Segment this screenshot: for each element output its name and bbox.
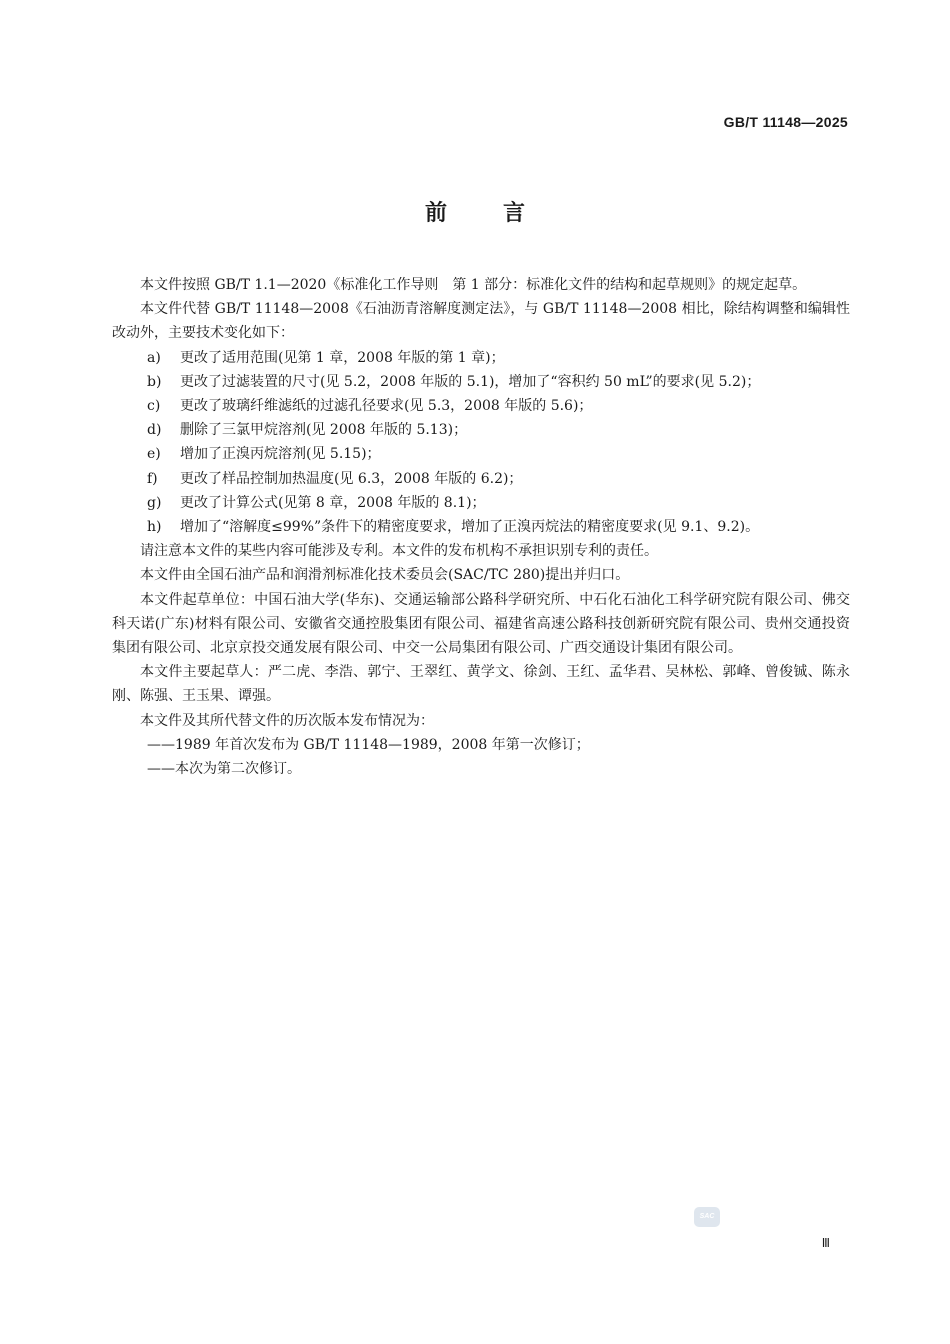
- paragraph-history-intro: 本文件及其所代替文件的历次版本发布情况为：: [140, 712, 434, 729]
- paragraph-drafters: 本文件主要起草人：严二虎、李浩、郭宁、王翠红、黄学文、徐剑、王红、孟华君、吴林松、郭峰、曾俊铖、陈永刚、陈强、王玉果、谭强。: [112, 664, 850, 705]
- paragraph-replacement: 本文件代替 GB/T 11148—2008《石油沥青溶解度测定法》，与 GB/T 11148—2008 相比，除结构调整和编辑性改动外，主要技术变化如下：: [112, 301, 850, 342]
- list-item-marker: f): [147, 470, 158, 487]
- paragraph-drafting-units: 本文件起草单位：中国石油大学(华东)、交通运输部公路科学研究所、中石化石油化工科学研究院有限公司、佛交科天诺(广东)材料有限公司、安徽省交通控股集团有限公司、福建省高速公路科技创新研究院有限公司、贵州交通投资集团有限公司、北京京投交通发展有限公司、中交一公局集团有限公司、广西交通设计集团有限公司。: [112, 591, 850, 657]
- list-item: [112, 418, 850, 442]
- list-item: [112, 442, 850, 466]
- list-item: [112, 515, 850, 539]
- list-item: [112, 370, 850, 394]
- list-item-marker: d): [147, 422, 162, 439]
- list-item-marker: b): [147, 373, 162, 390]
- list-item-text: 删除了三氯甲烷溶剂(见 2008 年版的 5.13)；: [180, 422, 468, 439]
- list-item-marker: c): [147, 398, 161, 415]
- list-item: [112, 491, 850, 515]
- standard-code: GB/T 11148—2025: [723, 114, 848, 130]
- list-item: [112, 346, 850, 370]
- list-item-text: 更改了适用范围(见第 1 章，2008 年版的第 1 章)；: [180, 349, 505, 366]
- page-number: Ⅲ: [821, 1236, 830, 1250]
- list-item-text: 更改了玻璃纤维滤纸的过滤孔径要求(见 5.3，2008 年版的 5.6)；: [180, 398, 593, 415]
- list-item-text: 更改了过滤装置的尺寸(见 5.2，2008 年版的 5.1)，增加了“容积约 50 mL”的要求(见 5.2)；: [180, 373, 761, 390]
- sac-watermark-logo: SAC: [694, 1207, 720, 1227]
- list-item-text: 更改了样品控制加热温度(见 6.3，2008 年版的 6.2)；: [180, 470, 523, 487]
- paragraph-drafting-rules: 本文件按照 GB/T 1.1—2020《标准化工作导则 第 1 部分：标准化文件的结构和起草规则》的规定起草。: [140, 277, 807, 293]
- list-item-text: 更改了计算公式(见第 8 章，2008 年版的 8.1)；: [180, 494, 486, 511]
- page-title: 前言: [424, 201, 581, 226]
- paragraph-patent-notice: 请注意本文件的某些内容可能涉及专利。本文件的发布机构不承担识别专利的责任。: [140, 543, 658, 560]
- history-item: ——1989 年首次发布为 GB/T 11148—1989，2008 年第一次修订；: [147, 736, 590, 753]
- document-body: [112, 273, 850, 781]
- history-item: ——本次为第二次修订。: [147, 761, 301, 778]
- list-item-text: 增加了“溶解度≤99%”条件下的精密度要求，增加了正溴丙烷法的精密度要求(见 9.1、9.2)。: [180, 519, 760, 536]
- paragraph-committee: 本文件由全国石油产品和润滑剂标准化技术委员会(SAC/TC 280)提出并归口。: [140, 567, 630, 584]
- list-item-marker: g): [147, 494, 162, 511]
- list-item: [112, 394, 850, 418]
- list-item-marker: h): [147, 519, 162, 536]
- list-item: [112, 467, 850, 491]
- list-item-marker: e): [147, 446, 161, 463]
- change-list: [112, 346, 850, 540]
- list-item-marker: a): [147, 349, 161, 366]
- list-item-text: 增加了正溴丙烷溶剂(见 5.15)；: [180, 446, 381, 463]
